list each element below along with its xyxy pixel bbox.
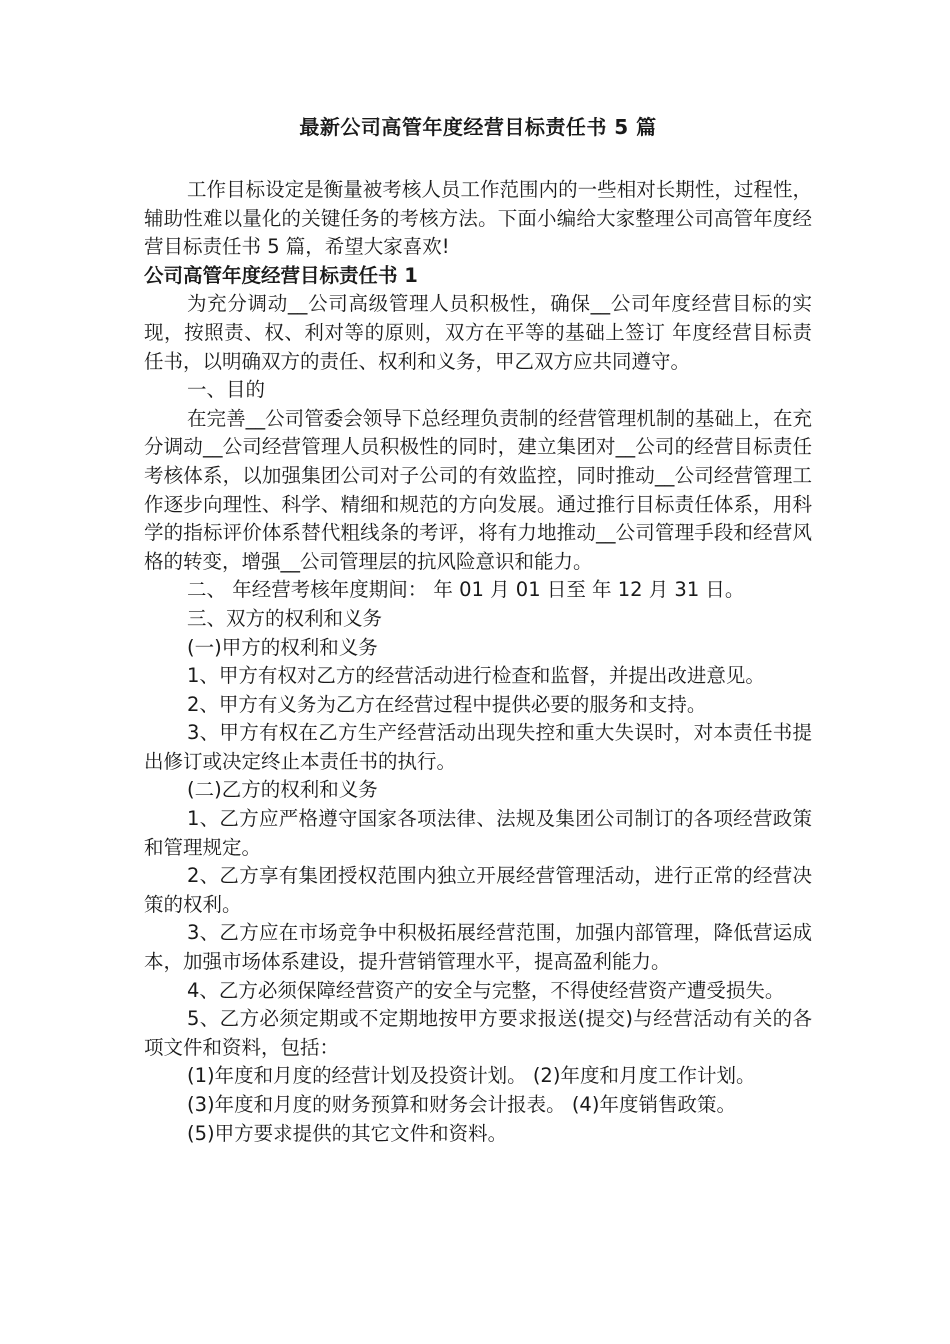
paragraph-assessment-period: 二、 年经营考核年度期间： 年 01 月 01 日至 年 12 月 31 日。 xyxy=(187,578,745,602)
party-a-item-3: 3、甲方有权在乙方生产经营活动出现失控和重大失误时，对本责任书提出修订或决定终止本责任书的执行。 xyxy=(144,721,812,773)
document-page xyxy=(144,112,812,1148)
paragraph-purpose-statement: 为充分调动__公司高级管理人员积极性，确保__公司年度经营目标的实现，按照责、权、利对等的原则，双方在平等的基础上签订 年度经营目标责任书，以明确双方的责任、权利和义务，甲乙双方应共同遵守。 xyxy=(144,292,812,373)
party-b-item-3: 3、乙方应在市场竞争中积极拓展经营范围，加强内部管理，降低营运成本，加强市场体系建设，提升营销管理水平，提高盈利能力。 xyxy=(144,921,812,974)
party-b-item-5: 5、乙方必须定期或不定期地按甲方要求报送(提交)与经营活动有关的各项文件和资料，包括： xyxy=(144,1007,812,1059)
party-b-item-4: 4、乙方必须保障经营资产的安全与完整，不得使经营资产遭受损失。 xyxy=(187,978,785,1002)
party-a-item-2: 2、甲方有义务为乙方在经营过程中提供必要的服务和支持。 xyxy=(187,692,707,716)
report-list-line-3: (5)甲方要求提供的其它文件和资料。 xyxy=(187,1121,508,1145)
heading-objective: 一、目的 xyxy=(187,378,266,402)
heading-rights-obligations: 三、双方的权利和义务 xyxy=(187,606,383,630)
paragraph-objective: 在完善__公司管委会领导下总经理负责制的经营管理机制的基础上，在充分调动__公司经营管理人员积极性的同时，建立集团对__公司的经营目标责任考核体系，以加强集团公司对子公司的有效监控，同时推动__公司经营管理工作逐步向理性、科学、精细和规范的方向发展。通过推行目标责任体系，用科学的指标评价体系替代粗线条的考评，将有力地推动__公司管理手段和经营风格的转变，增强__公司管理层的抗风险意识和能力。 xyxy=(144,406,812,573)
party-a-item-1: 1、甲方有权对乙方的经营活动进行检查和监督，并提出改进意见。 xyxy=(187,664,765,688)
heading-party-b: (二)乙方的权利和义务 xyxy=(187,778,378,802)
heading-party-a: (一)甲方的权利和义务 xyxy=(187,635,378,659)
party-b-item-2: 2、乙方享有集团授权范围内独立开展经营管理活动，进行正常的经营决策的权利。 xyxy=(144,864,812,916)
document-title: 最新公司高管年度经营目标责任书 5 篇 xyxy=(299,115,657,139)
party-b-item-1: 1、乙方应严格遵守国家各项法律、法规及集团公司制订的各项经营政策和管理规定。 xyxy=(144,807,812,859)
section-title: 公司高管年度经营目标责任书 1 xyxy=(144,263,418,287)
intro-paragraph: 工作目标设定是衡量被考核人员工作范围内的一些相对长期性，过程性，辅助性难以量化的关键任务的考核方法。下面小编给大家整理公司高管年度经营目标责任书 5 篇，希望大家喜欢! xyxy=(144,178,812,259)
report-list-line-2: (3)年度和月度的财务预算和财务会计报表。 (4)年度销售政策。 xyxy=(187,1093,736,1116)
report-list-line-1: (1)年度和月度的经营计划及投资计划。 (2)年度和月度工作计划。 xyxy=(187,1064,756,1088)
